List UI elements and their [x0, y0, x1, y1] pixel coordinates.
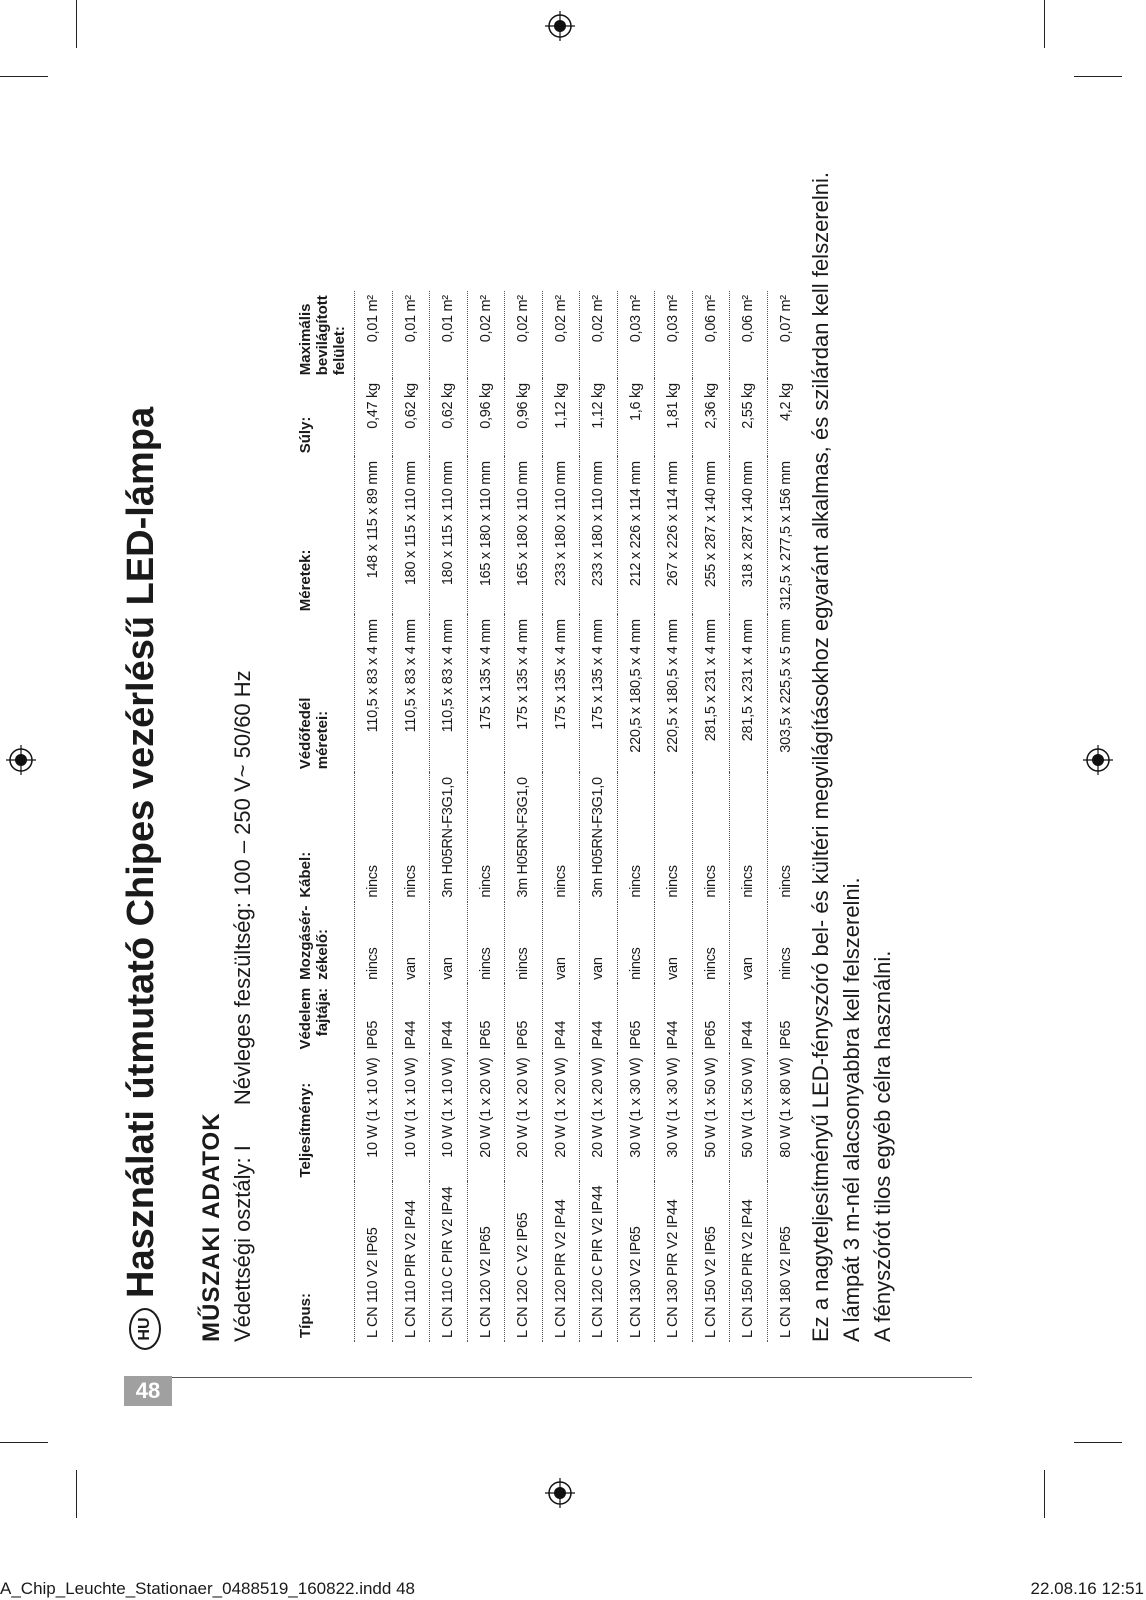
table-cell: 255 x 287 x 140 mm	[692, 457, 730, 615]
usage-paragraph: Ez a nagyteljesítményű LED-fényszóró bel- és kültéri megvilágításokhoz egyaránt alkalmas, és szilárdan kell felszerelni. A lámpát 3 m-nél alacsonyabbra kell felszerelni.	[808, 172, 864, 1342]
table-cell: IP65	[767, 984, 804, 1054]
table-cell: 50 W (1 x 50 W)	[730, 1054, 768, 1182]
table-cell: L CN 180 V2 IP65	[767, 1182, 804, 1342]
table-cell: nincs	[655, 773, 693, 901]
table-cell: 180 x 115 x 110 mm	[430, 457, 468, 615]
table-cell: 0,06 m²	[692, 291, 730, 379]
table-header-cell	[295, 1054, 355, 1182]
table-cell: 175 x 135 x 4 mm	[505, 615, 543, 773]
table-cell: 0,96 kg	[505, 379, 543, 457]
table-cell: 110,5 x 83 x 4 mm	[392, 615, 430, 773]
table-cell: 2,55 kg	[730, 379, 768, 457]
table-cell: 110,5 x 83 x 4 mm	[355, 615, 393, 773]
table-cell: 0,02 m²	[467, 291, 505, 379]
table-cell: nincs	[355, 773, 393, 901]
table-header-cell	[295, 984, 355, 1054]
registration-mark-icon	[545, 11, 575, 41]
table-header-text: Védelem	[297, 987, 314, 1050]
table-cell: 148 x 115 x 89 mm	[355, 457, 393, 615]
table-header-text: Maximális	[297, 303, 314, 376]
spec-table	[295, 291, 804, 1342]
table-cell: 0,96 kg	[467, 379, 505, 457]
table-cell: IP44	[730, 984, 768, 1054]
table-cell: IP44	[580, 984, 618, 1054]
table-row	[767, 291, 804, 1342]
table-cell: L CN 110 C PIR V2 IP44	[430, 1182, 468, 1342]
table-cell: 0,07 m²	[767, 291, 804, 379]
table-cell: L CN 130 V2 IP65	[617, 1182, 655, 1342]
table-cell: IP44	[392, 984, 430, 1054]
table-cell: 0,06 m²	[730, 291, 768, 379]
page-number: 48	[124, 1376, 172, 1406]
table-cell: 312,5 x 277,5 x 156 mm	[767, 457, 804, 615]
table-cell: 20 W (1 x 20 W)	[580, 1054, 618, 1182]
table-cell: nincs	[767, 902, 804, 984]
table-cell: 20 W (1 x 20 W)	[467, 1054, 505, 1182]
table-cell: 0,62 kg	[392, 379, 430, 457]
table-header-text: Kábel:	[297, 851, 314, 898]
crop-mark	[76, 0, 77, 48]
table-cell: nincs	[767, 773, 804, 901]
table-cell: L CN 130 PIR V2 IP44	[655, 1182, 693, 1342]
table-cell: 0,01 m²	[430, 291, 468, 379]
page-title: Használati útmutató Chipes vezérlésű LED-lámpa	[120, 406, 162, 1298]
table-cell: 1,6 kg	[617, 379, 655, 457]
table-row	[467, 291, 505, 1342]
table-header-text: fajtája:	[314, 987, 331, 1037]
table-cell: van	[542, 902, 580, 984]
table-cell: 10 W (1 x 10 W)	[392, 1054, 430, 1182]
table-cell: nincs	[617, 773, 655, 901]
crop-mark	[1074, 1442, 1122, 1443]
table-cell: van	[580, 902, 618, 984]
table-cell: L CN 150 V2 IP65	[692, 1182, 730, 1342]
table-cell: 175 x 135 x 4 mm	[467, 615, 505, 773]
table-header-row	[295, 291, 355, 1342]
table-cell: van	[430, 902, 468, 984]
table-header-text: bevilágított	[314, 295, 331, 376]
table-cell: L CN 110 PIR V2 IP44	[392, 1182, 430, 1342]
table-cell: nincs	[730, 773, 768, 901]
table-cell: L CN 120 PIR V2 IP44	[542, 1182, 580, 1342]
table-cell: IP65	[617, 984, 655, 1054]
table-cell: 303,5 x 225,5 x 5 mm	[767, 615, 804, 773]
footer-date-time: 22.08.16 12:51	[1030, 1579, 1144, 1598]
table-cell: 4,2 kg	[767, 379, 804, 457]
table-cell: nincs	[355, 902, 393, 984]
table-row	[355, 291, 393, 1342]
table-cell: IP65	[505, 984, 543, 1054]
table-cell: 3m H05RN-F3G1,0	[505, 773, 543, 901]
table-cell: nincs	[392, 773, 430, 901]
table-cell: nincs	[505, 902, 543, 984]
table-header-text: zékelő:	[314, 928, 331, 980]
table-header-text: Típus:	[297, 1293, 314, 1338]
protection-class: Védettségi osztály: I	[230, 1145, 255, 1342]
table-header-cell	[295, 773, 355, 901]
title-row	[120, 407, 163, 1350]
table-header-cell	[295, 1182, 355, 1342]
table-cell: 220,5 x 180,5 x 4 mm	[655, 615, 693, 773]
table-cell: 20 W (1 x 20 W)	[542, 1054, 580, 1182]
table-cell: van	[655, 902, 693, 984]
table-cell: 1,12 kg	[542, 379, 580, 457]
table-cell: 0,03 m²	[617, 291, 655, 379]
table-cell: 50 W (1 x 50 W)	[692, 1054, 730, 1182]
table-header-cell	[295, 379, 355, 457]
table-cell: 0,02 m²	[580, 291, 618, 379]
body-text	[805, 172, 898, 1342]
table-row	[730, 291, 768, 1342]
section-heading: MŰSZAKI ADATOK	[198, 1112, 225, 1342]
table-cell: 3m H05RN-F3G1,0	[430, 773, 468, 901]
table-body	[355, 291, 805, 1342]
table-cell: 0,02 m²	[542, 291, 580, 379]
table-cell: nincs	[467, 773, 505, 901]
table-row	[655, 291, 693, 1342]
language-badge: HU	[129, 1308, 161, 1350]
footer-file-name: A_Chip_Leuchte_Stationaer_0488519_160822.indd 48	[0, 1579, 415, 1598]
table-header-text: méretei:	[314, 710, 331, 770]
table-cell: 0,02 m²	[505, 291, 543, 379]
table-cell: 165 x 180 x 110 mm	[467, 457, 505, 615]
table-cell: 1,12 kg	[580, 379, 618, 457]
usage-warning: A fényszórót tilos egyéb célra használni.	[870, 950, 895, 1342]
table-cell: nincs	[467, 902, 505, 984]
table-cell: 212 x 226 x 114 mm	[617, 457, 655, 615]
table-row	[505, 291, 543, 1342]
table-cell: 0,01 m²	[392, 291, 430, 379]
table-header-cell	[295, 291, 355, 379]
table-cell: 267 x 226 x 114 mm	[655, 457, 693, 615]
table-cell: 175 x 135 x 4 mm	[580, 615, 618, 773]
table-cell: 20 W (1 x 20 W)	[505, 1054, 543, 1182]
table-cell: 2,36 kg	[692, 379, 730, 457]
table-header-text: Méretek:	[297, 549, 314, 612]
table-cell: L CN 120 C PIR V2 IP44	[580, 1182, 618, 1342]
table-cell: IP65	[355, 984, 393, 1054]
registration-mark-icon	[6, 745, 36, 775]
table-header-text: felület:	[331, 326, 348, 376]
table-row	[542, 291, 580, 1342]
table-header-text: Súly:	[297, 416, 314, 454]
manual-page-content	[120, 120, 960, 1350]
table-cell: 180 x 115 x 110 mm	[392, 457, 430, 615]
table-header-text: Mozgásér-	[297, 905, 314, 980]
table-row	[617, 291, 655, 1342]
spec-line	[230, 670, 256, 1342]
crop-mark	[0, 1442, 48, 1443]
table-cell: 233 x 180 x 110 mm	[542, 457, 580, 615]
crop-mark	[1044, 1470, 1045, 1518]
registration-mark-icon	[1083, 745, 1113, 775]
table-cell: L CN 110 V2 IP65	[355, 1182, 393, 1342]
table-cell: 80 W (1 x 80 W)	[767, 1054, 804, 1182]
table-cell: 30 W (1 x 30 W)	[617, 1054, 655, 1182]
rated-voltage: Névleges feszültség: 100 – 250 V~ 50/60 Hz	[230, 670, 255, 1106]
page-rule	[124, 1377, 972, 1378]
registration-mark-icon	[545, 1478, 575, 1508]
table-header-text: Teljesítmény:	[297, 1082, 314, 1178]
table-cell: IP44	[430, 984, 468, 1054]
table-row	[580, 291, 618, 1342]
crop-mark	[76, 1470, 77, 1518]
table-cell: nincs	[617, 902, 655, 984]
table-cell: 233 x 180 x 110 mm	[580, 457, 618, 615]
crop-mark	[1074, 76, 1122, 77]
table-cell: IP44	[542, 984, 580, 1054]
table-cell: nincs	[542, 773, 580, 901]
table-header-cell	[295, 902, 355, 984]
crop-mark	[1044, 0, 1045, 48]
table-header-cell	[295, 457, 355, 615]
table-cell: 1,81 kg	[655, 379, 693, 457]
table-cell: 281,5 x 231 x 4 mm	[692, 615, 730, 773]
table-cell: 0,01 m²	[355, 291, 393, 379]
table-cell: 0,62 kg	[430, 379, 468, 457]
table-cell: L CN 150 PIR V2 IP44	[730, 1182, 768, 1342]
crop-mark	[0, 76, 48, 77]
table-row	[430, 291, 468, 1342]
table-cell: 10 W (1 x 10 W)	[355, 1054, 393, 1182]
table-cell: nincs	[692, 773, 730, 901]
table-cell: IP65	[692, 984, 730, 1054]
table-cell: 281,5 x 231 x 4 mm	[730, 615, 768, 773]
table-cell: 220,5 x 180,5 x 4 mm	[617, 615, 655, 773]
table-cell: van	[730, 902, 768, 984]
table-cell: 0,03 m²	[655, 291, 693, 379]
table-row	[692, 291, 730, 1342]
table-cell: L CN 120 C V2 IP65	[505, 1182, 543, 1342]
table-cell: van	[392, 902, 430, 984]
table-row	[392, 291, 430, 1342]
table-cell: IP65	[467, 984, 505, 1054]
table-cell: IP44	[655, 984, 693, 1054]
table-cell: 3m H05RN-F3G1,0	[580, 773, 618, 901]
table-header-cell	[295, 615, 355, 773]
table-cell: 318 x 287 x 140 mm	[730, 457, 768, 615]
table-cell: 10 W (1 x 10 W)	[430, 1054, 468, 1182]
table-cell: L CN 120 V2 IP65	[467, 1182, 505, 1342]
table-cell: nincs	[692, 902, 730, 984]
table-cell: 30 W (1 x 30 W)	[655, 1054, 693, 1182]
table-cell: 175 x 135 x 4 mm	[542, 615, 580, 773]
table-header-text: Védőfedél	[297, 697, 314, 770]
table-cell: 165 x 180 x 110 mm	[505, 457, 543, 615]
table-cell: 110,5 x 83 x 4 mm	[430, 615, 468, 773]
table-cell: 0,47 kg	[355, 379, 393, 457]
